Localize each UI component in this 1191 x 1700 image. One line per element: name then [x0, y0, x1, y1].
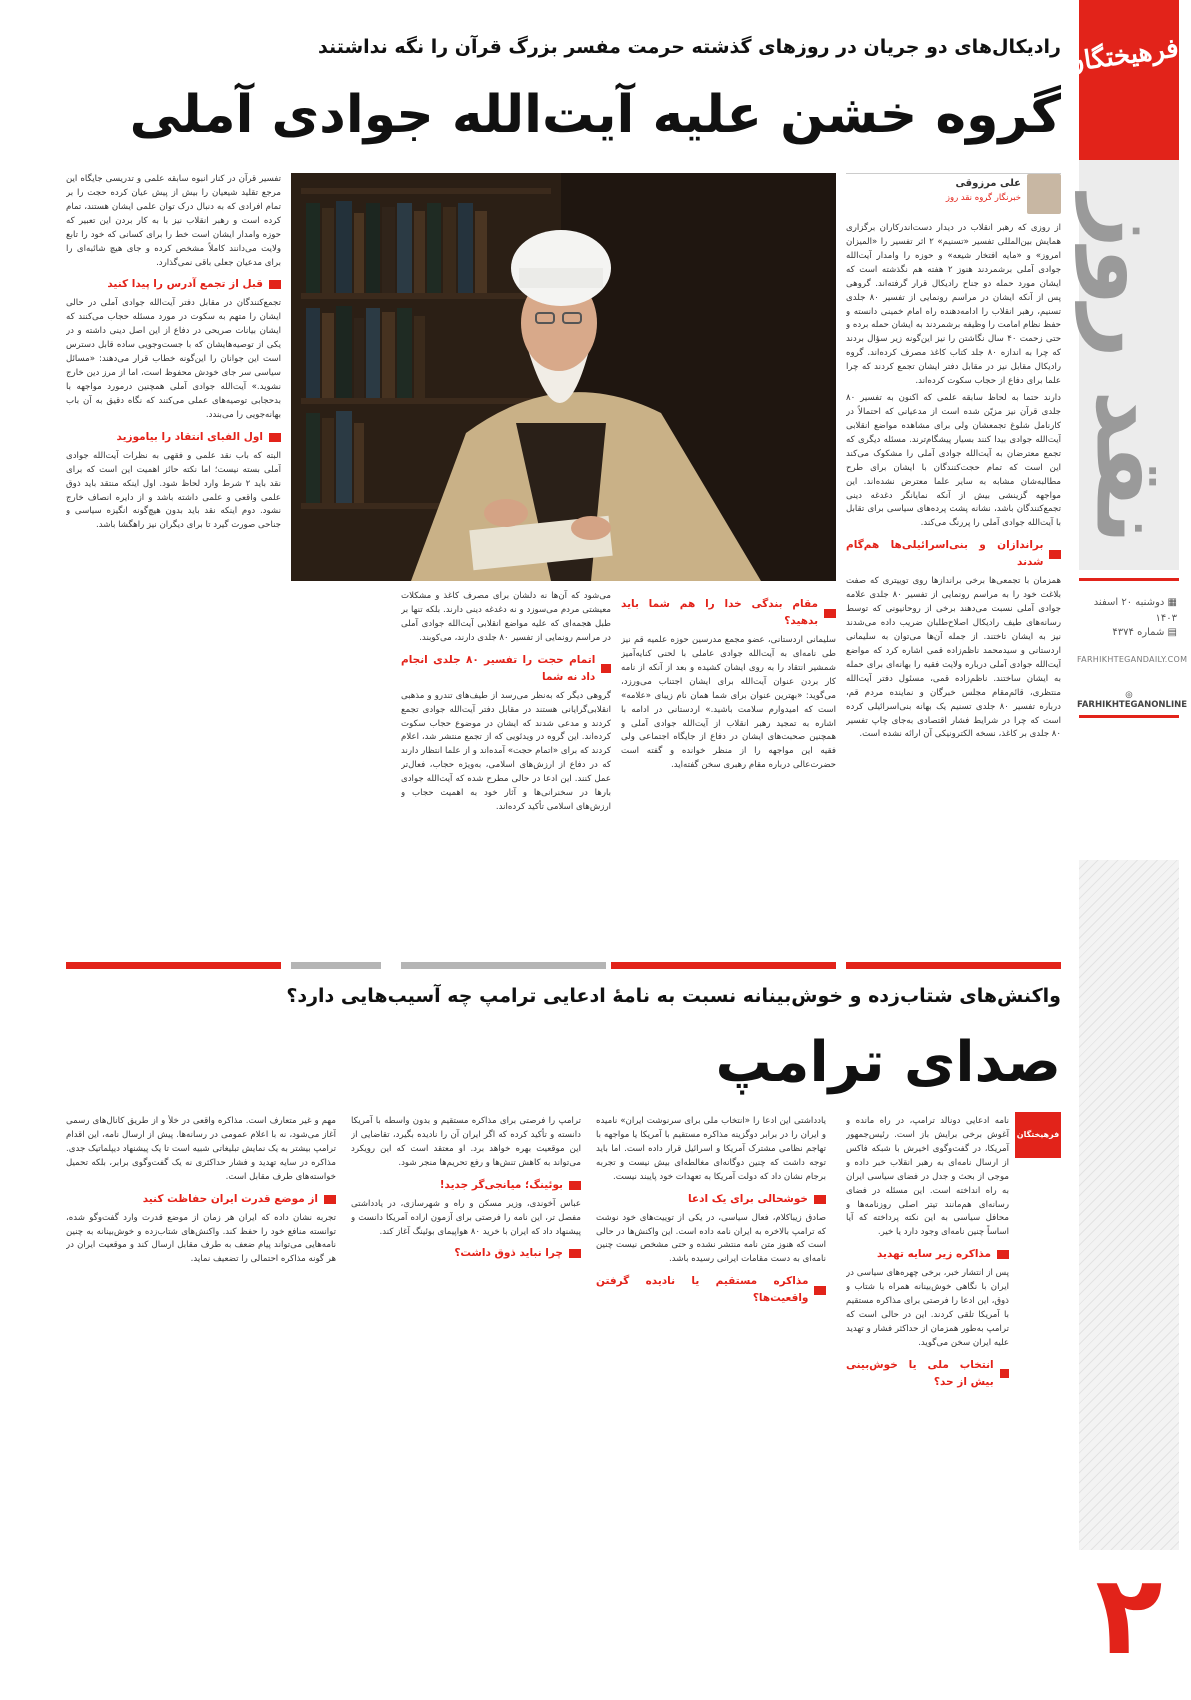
article1-column-1 [846, 222, 1061, 862]
subheading: اتمام حجت را تفسیر ۸۰ جلدی انجام داد نه شما [401, 652, 611, 686]
paragraph: تجمع‌کنندگان در مقابل دفتر آیت‌الله جوادی آملی در حالی ایشان را متهم به سکوت در مورد مسئله حجاب می‌کنند که ایشان بیانات صریحی در دفاع از این اصل دینی داشته و در یکی از توصیه‌هایشان که با جست‌وجویی ساده قابل دسترس است این جوانان را این‌گونه خطاب قرار می‌دهند: «مسائل سیاسی سر جای خودش محفوظ است، اما از مرز دین خارج نشوید.» آیت‌الله جوادی آملی همچنین درمورد مواجهه با بدحجابی توصیه‌های عملی می‌کنند که نگاه دقیق به آن باب بهانه‌جویی را می‌بندد. [66, 298, 281, 420]
paragraph: یادداشتی این ادعا را «انتخاب ملی برای سرنوشت ایران» نامیده و ایران را در برابر دوگزینه مذاکره مستقیم با آمریکا یا مواجهه با تهاجم نظامی مشترک آمریکا و اسرائیل قرار داده است. اما باید توجه داشت که چنین دوگانه‌ای مغالطه‌ای بیش نیست و تجربه برجام نشان داد که دولت آمریکا به تعهدات خود پایبند نیست. [596, 1116, 826, 1182]
separator-bar [291, 962, 381, 969]
hatched-panel [1079, 860, 1179, 1550]
subheading: مذاکره زیر سایه تهدید [846, 1246, 1009, 1263]
social-handle[interactable]: ◎ FARHIKHTEGANONLINE [1077, 690, 1188, 710]
article-photo [291, 173, 836, 581]
logo-block [1063, 0, 1181, 160]
newspaper-icon: ▤ [1164, 627, 1177, 638]
separator-bar [846, 962, 1061, 969]
sidebar [1063, 0, 1191, 1700]
author-role: خبرنگار گروه نقد روز [945, 193, 1021, 203]
newspaper-logo: فرهیختگان [1063, 33, 1181, 79]
calendar-icon: ▦ [1164, 597, 1177, 608]
divider [1079, 578, 1179, 581]
article2-kicker: واکنش‌های شتاب‌زده و خوش‌بینانه نسبت به نامهٔ ادعایی ترامپ چه آسیب‌هایی دارد؟ [286, 985, 1061, 1007]
subheading: براندازان و بنی‌اسرائیلی‌ها هم‌گام شدند [846, 537, 1061, 571]
subheading: اول الفبای انتقاد را بیاموزید [66, 429, 281, 446]
article2-column-2 [596, 1115, 826, 1700]
page-number: ۲ [1095, 1551, 1163, 1679]
author-box [846, 173, 1061, 213]
paragraph: دارند حتما به لحاظ سابقه علمی که اکنون به تفسیر ۸۰ جلدی قرآن نیز مزیّن شده است از مدعیانی که احتمالاً در کارنامل شلوغ تجمعشان ولی برای مشاهده مواضع انقلابی آیت‌الله جوادی بیدا کنند بسیار پیشگام‌ترند. مسئله دیگری که تجمع معترضان به آیت‌الله جوادی آملی را مشکوک می‌کند این است که تمام حجت‌کنندگان با ایشان برای طرح مطالبه‌شان مشابه به سایر علما معترض نشده‌اند. این مواجهه گزینشی بیش از آنکه نمایانگر دغدغه دینی تجمع‌کنندگان باشد، نشانه پشت پرده‌های سیاسی برای تقابل با آیت‌الله جوادی آملی را پررنگ می‌کند. [846, 393, 1061, 529]
paragraph: گروهی دیگر که به‌نظر می‌رسد از طیف‌های تندرو و مذهبی انقلابی‌گرایانی هستند در مقابل دفتر آیت‌الله جوادی تجمع کردند و مدعی شدند که ایشان در موضوع حجاب سکوت کرده‌اند. این گروه در ویدئویی که از تجمع منتشر شد، اعلام کردند که برای «اتمام حجت» آمده‌اند و از علما انتظار دارند که در دفاع از ارزش‌های اسلامی، به‌ویژه حجاب، فعال‌تر عمل کنند. این ادعا در حالی مطرح شده که آیت‌الله جوادی بارها در سخنرانی‌ها و آثار خود به اهمیت حجاب و ارزش‌های اسلامی تأکید کرده‌اند. [401, 690, 611, 813]
paragraph: پس از انتشار خبر، برخی چهره‌های سیاسی در ایران با نگاهی خوش‌بینانه همراه با شتاب و ذوق، این ادعا را فرصتی برای مذاکره مستقیم با آمریکا تلقی کردند. این در حالی است که ترامپ به‌طور همزمان از حداکثر فشار و تهدید علیه ایران سخن می‌گوید. [846, 1268, 1009, 1348]
article2-headline: صدای ترامپ [715, 1030, 1061, 1095]
paragraph: همزمان با تجمعی‌ها برخی براندازها روی توییتری که صفت بلاغت خود را به مراسم رونمایی از تفسیر ۸۰ جلدی علامه جوادی آملی نسبت می‌دهند برخی از روحانیونی که توسط رسانه‌های طیف رادیکال اصلاح‌طلبان ضریب داده می‌شدند نیز به ایشان تاختند. از جمله آن‌ها می‌توان به سلیمانی اردستانی و سیدمحمد ناظم‌زاده قمی اشاره کرد که مواضع آیت‌الله جوادی آملی درباره ولایت فقیه را بهانه‌ای برای حمله به ایشان ساختند. ناظم‌زاده قمی، مسئول دفتر آیت‌الله منتظری، قائم‌مقام مجلس خبرگان و نماینده مردم قم، درباره تفسیر ۸۰ جلدی تسنیم یک بهانه بنی‌اسرائیلی کرده است که چرا در شرایط فشار اقتصادی به‌جای چاپ تفسیر ۸۰ جلدی بر کاغذ، نسخه الکترونیکی آن ارائه نشده است. [846, 576, 1061, 740]
paragraph: تفسیر قرآن در کنار انبوه سابقه علمی و تدریسی جایگاه این مرجع تقلید شیعیان را بیش از پیش عیان کرده حجت را بر تمام افرادی که به دنبال درک توان علمی ایشان هستند، تمام کرده است و رهبر انقلاب نیز با به کار بردن این تعبیر که حوزه وامدار ایشان است خط را برای کسانی که خود را تابع ولایت می‌دانند کاملاً مشخص کرده و جای هیچ شائبه‌ای را برای مدعیان جعلی باقی نمی‌گذارد. [66, 174, 281, 268]
paragraph: نامه ادعایی دونالد ترامپ، در راه مانده و آغوش برخی برایش باز است. رئیس‌جمهور آمریکا، در گفت‌وگوی اخیرش با شبکه فاکس از ارسال نامه‌ای به رهبر انقلاب خبر داده و موجی از بحث و جدل در فضای سیاسی ایران به راه انداخته است. این مسئله در فضای رسانه‌ای هم‌مانند تیتر اصلی روزنامه‌ها و محافل سیاسی به این نکته پرداخته که آیا اساساً چنین نامه‌ای وجود دارد یا خیر. [846, 1116, 1009, 1238]
issue-date: ▦ دوشنبه ۲۰ اسفند ۱۴۰۳ [1093, 597, 1177, 624]
brand-stamp: فرهیختگان [1015, 1112, 1061, 1158]
paragraph: مهم و غیر متعارف است. مذاکره واقعی در خلأ و از طریق کانال‌های رسمی آغاز می‌شود، نه با اعلام عمومی در رسانه‌ها. پیش از ارسال نامه، این اقدام ترامپ بیشتر به یک نمایش تبلیغاتی شبیه است تا یک پیشنهاد دیپلماتیک جدی. مذاکره در سایه تهدید و فشار حداکثری نه یک گفت‌وگوی برابر، بلکه تحمیل خواسته‌های طرف مقابل است. [66, 1116, 336, 1182]
separator-bar [611, 962, 836, 969]
article1-column-2 [621, 590, 836, 862]
separator-bar [401, 962, 606, 969]
subheading: انتخاب ملی یا خوش‌بینی بیش از حد؟ [846, 1357, 1009, 1391]
page-main [36, 0, 1061, 1700]
article1-column-4 [66, 173, 281, 863]
website-link[interactable]: FARHIKHTEGANDAILY.COM [1077, 655, 1188, 664]
subheading: خوشحالی برای یک ادعا [596, 1191, 826, 1208]
article2-column-1 [846, 1115, 1061, 1700]
paragraph: از روزی که رهبر انقلاب در دیدار دست‌اندرکاران برگزاری همایش بین‌المللی تفسیر «تسنیم» ۲ اثر تفسیر را «المیزان امروز» و «مایه افتخار شیعه» و حوزه را وامدار آیت‌الله جوادی آملی برشمردند هنوز ۲ هفته هم نگذشته است که ایشان مورد حمله دو جناح رادیکال قرار گرفته‌اند. گروهی پس از آنکه ایشان در مراسم رونمایی از تفسیر ۸۰ جلدی تسنیم، رهبر انقلاب را ادامه‌دهنده راه امام خمینی دانسته و حفظ نظام امامت را وظیفه برشمردند به ایشان حمله برده و حتی زحمت ۴۰ سال نگاشتن را نیز این‌گونه زیر سؤال بردند که چرا به اندازه ۸۰ جلد کتاب کاغذ مصرف کرده‌اند. گروه رادیکال مقابل نیز در مقابل دفتر ایشان تجمع کردند که چرا علما برای دفاع از حجاب سکوت کرده‌اند. [846, 223, 1061, 387]
article2-column-3 [351, 1115, 581, 1700]
subheading: چرا نباید ذوق داشت؟ [351, 1245, 581, 1262]
article2-column-4 [66, 1115, 336, 1700]
cleric-portrait-image [291, 173, 836, 581]
subheading: بوئینگ؛ میانجی‌گر جدید! [351, 1177, 581, 1194]
section-title [1077, 190, 1181, 550]
issue-number: ▤ شماره ۴۳۷۴ [1112, 627, 1177, 638]
subheading: مقام بندگی خدا را هم شما باید بدهید؟ [621, 596, 836, 630]
article1-kicker: رادیکال‌های دو جریان در روزهای گذشته حرمت مفسر بزرگ قرآن را نگه نداشتند [317, 36, 1061, 58]
paragraph: تجربه نشان داده که ایران هر زمان از موضع قدرت وارد گفت‌وگو شده، توانسته منافع خود را حفظ کند. واکنش‌های شتاب‌زده و خوش‌بینانه به چنین نامه‌هایی می‌تواند پیام ضعف به طرف مقابل ارسال کند و موقعیت ایران در هر گونه مذاکره احتمالی را تضعیف نماید. [66, 1212, 336, 1265]
paragraph: سلیمانی اردستانی، عضو مجمع مدرسین حوزه علمیه قم نیز طی نامه‌ای به آیت‌الله جوادی عاملی با لحنی کنایه‌آمیز شمشیر انتقاد را به روی ایشان کشیده و بعد از آنکه از نامه کار بردن عنوان آیت‌الله برای ایشان اجتناب می‌ورزد، می‌گوید: «بهترین عنوان برای شما همان نام زیبای «علامه» است که امیدوارم سلامت باشید.» اردستانی در ادامه با اشاره به تمجید رهبر انقلاب از آیت‌الله جوادی آملی و همچنین صحبت‌های ایشان در دفاع از جایگاه اجتماعی ولی فقیه این مواجهه را از منظر خوانده و گفته است حضرت‌عالی درباره مقام رهبری سخن گفته‌اید. [621, 635, 836, 771]
subheading: قبل از تجمع آدرس را پیدا کنید [66, 276, 281, 293]
paragraph: ترامپ را فرصتی برای مذاکره مستقیم و بدون واسطه با آمریکا دانسته و تأکید کرده که اگر ایران آن را نادیده بگیرد، تقاضایی از این موقعیت بهره خواهد برد. او معتقد است که این رویکرد می‌تواند به کاهش تنش‌ها و رفع تحریم‌ها منجر شود. [351, 1116, 581, 1168]
instagram-icon: ◎ [1125, 690, 1133, 700]
subheading: مذاکره مستقیم یا نادیده گرفتن واقعیت‌ها؟ [596, 1273, 826, 1307]
paragraph: عباس آخوندی، وزیر مسکن و راه و شهرسازی، در یادداشتی مفصل تر، این نامه را فرصتی برای آزمون اراده آمریکا دانست و پیشنهاد داد که ایران با خرید ۸۰ هواپیمای بوئینگ آغاز کند. [351, 1198, 581, 1237]
subheading: از موضع قدرت ایران حفاظت کنید [66, 1191, 336, 1208]
paragraph: البته که باب نقد علمی و فقهی به نظرات آیت‌الله جوادی آملی بسته نیست؛ اما نکته حائز اهمیت این است که برای نقد باید ۲ شرط وارد لحاظ شود. اول اینکه منتقد باید ذوق علمی واقعی و علمی داشته باشد و از دایره انصاف خارج نشود. دوم اینکه نقد باید بدون هیچ‌گونه انگیزه سیاسی و جناحی صورت گیرد تا برای دیگران نیز راهگشا باشد. [66, 450, 281, 531]
article1-headline: گروه خشن علیه آیت‌الله جوادی آملی [129, 85, 1061, 145]
separator-bar [66, 962, 281, 969]
avatar [1027, 174, 1061, 214]
author-name: علی مرزوقی [955, 178, 1021, 189]
paragraph: می‌شود که آن‌ها نه دلشان برای مصرف کاغذ و مشکلات معیشتی مردم می‌سوزد و نه دغدغه دینی دارند. بلکه تنها بر طبل هجمه‌ای که علیه مواضع انقلابی آیت‌الله جوادی آملی در مراسم رونمایی از تفسیر ۸۰ جلدی دارند، می‌کوبند. [401, 591, 611, 643]
paragraph: صادق زیباکلام، فعال سیاسی، در یکی از توییت‌های خود نوشت که ترامپ بالاخره به ایران نامه داده است. این واکنش‌ها در حالی است که هنوز متن نامه منتشر نشده و حتی مشخص نیست چنین نامه‌ای به دست مقامات ایرانی رسیده باشد. [596, 1212, 826, 1265]
article1-column-3 [401, 590, 611, 862]
divider [1079, 715, 1179, 718]
section-title-text: نقد روز [1075, 195, 1183, 545]
